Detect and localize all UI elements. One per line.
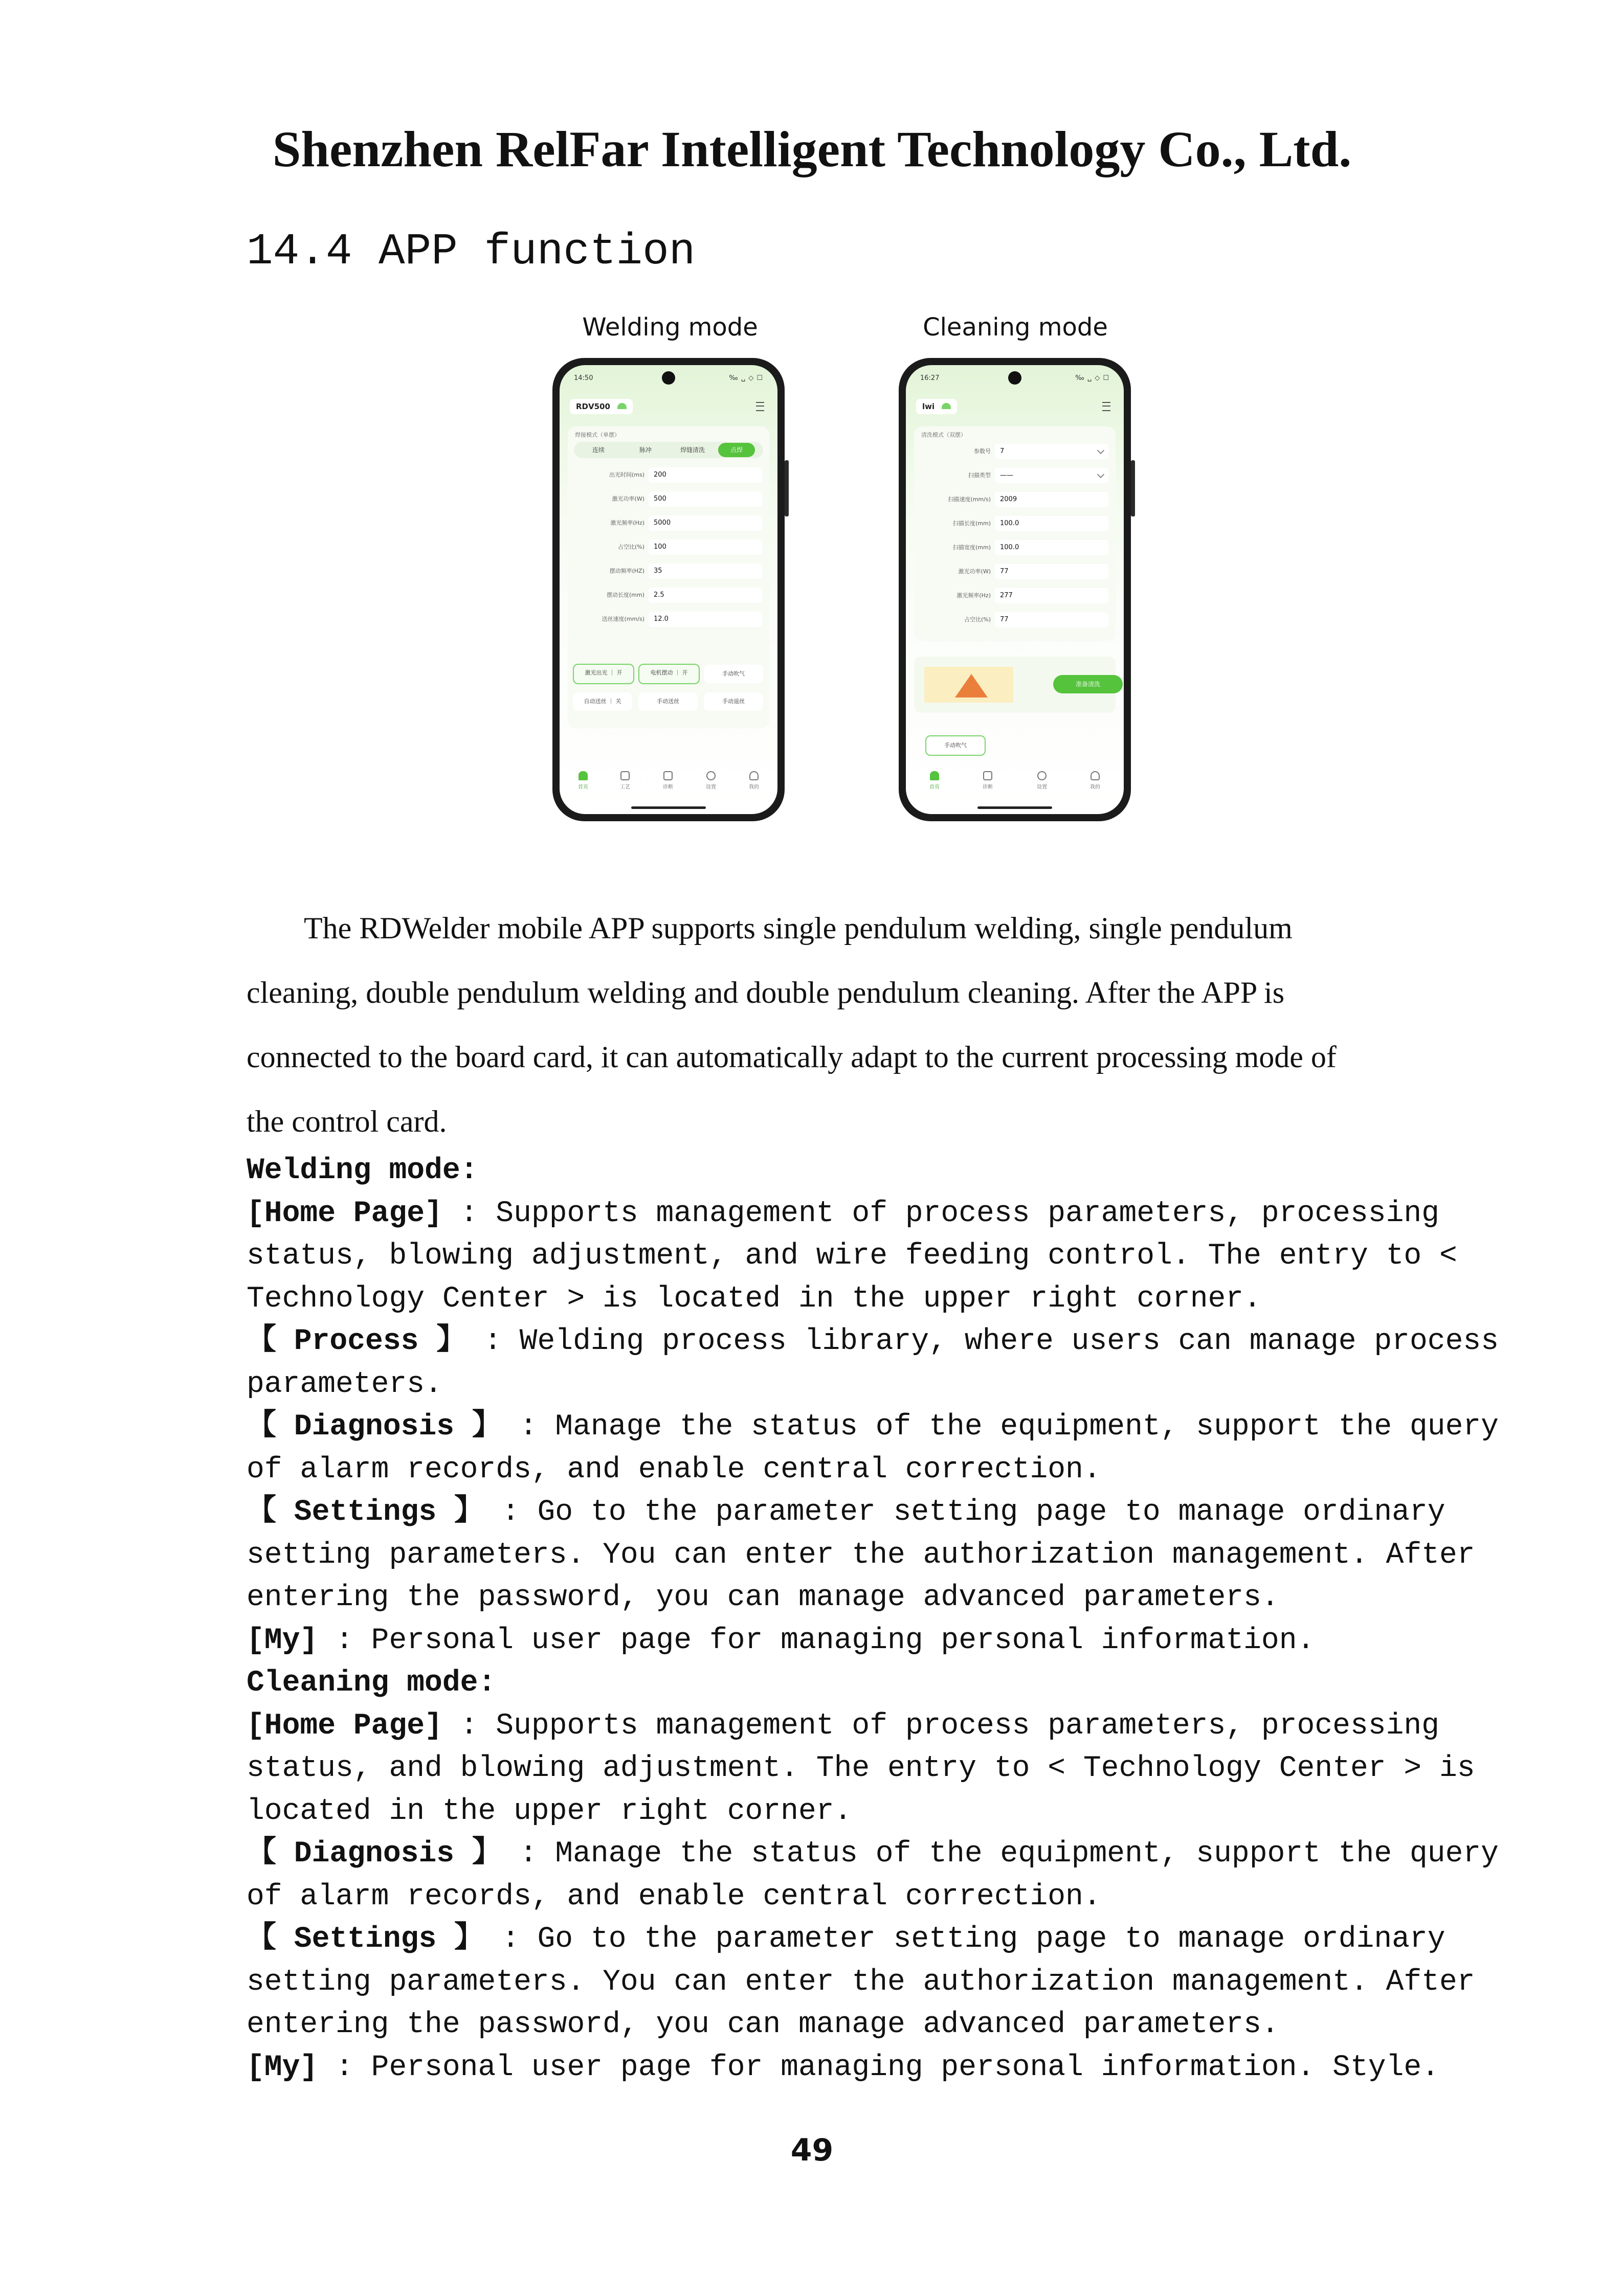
param-value: 12.0: [654, 615, 669, 623]
device-selector[interactable]: [916, 399, 957, 414]
param-row: [568, 489, 769, 509]
process-icon: [620, 771, 630, 780]
text-line: [247, 1619, 1377, 1662]
param-label: 占空比(%): [617, 544, 644, 550]
phone-side-button: [1131, 460, 1135, 516]
tab-label: 设置: [706, 784, 716, 790]
param-select[interactable]: [995, 468, 1108, 483]
param-input[interactable]: [649, 491, 762, 507]
welding-screen: [560, 365, 777, 814]
param-label: 激光功率(W): [958, 568, 991, 575]
diagnosis-icon: [663, 771, 673, 780]
line-text: : Manage the status of the equipment, support the query: [501, 1837, 1499, 1871]
menu-icon[interactable]: [756, 402, 764, 411]
bottom-tab-bar: [906, 771, 1124, 799]
intro-text: The RDWelder mobile APP supports single pendulum welding, single pendulum cleaning, double pendulum welding and double pendulum cleaning. After the APP is connected to the board card, it can automatically adapt to the current processing mode of the control card.: [247, 911, 1337, 1138]
function-list: [247, 1150, 1499, 2089]
line-text: setting parameters. You can enter the authorization management. After: [247, 1965, 1475, 1999]
line-heading: 【 Process 】: [247, 1325, 466, 1358]
param-value: 100.0: [1000, 520, 1019, 527]
home-indicator: [631, 806, 706, 809]
cleaning-phone-mockup: [899, 358, 1131, 821]
text-line: [247, 2046, 1439, 2089]
tab-label: 我的: [749, 784, 759, 790]
param-input[interactable]: [995, 564, 1108, 579]
tab-label: 首页: [578, 784, 588, 790]
tab-spot-weld[interactable]: 点焊: [718, 443, 755, 457]
tab-diagnosis[interactable]: [972, 771, 1003, 790]
cleaning-control-panel: [914, 657, 1116, 713]
wifi-icon: [617, 403, 627, 409]
text-line: [247, 1449, 1377, 1492]
param-input[interactable]: [995, 540, 1108, 555]
tab-diagnosis[interactable]: [653, 771, 683, 790]
param-value: 100.0: [1000, 544, 1019, 551]
line-text: Technology Center > is located in the upper right corner.: [247, 1282, 1261, 1316]
param-value: 200: [654, 471, 666, 479]
home-icon: [579, 771, 588, 780]
text-line: [247, 1534, 1475, 1577]
status-icons: ‰ ␣ ◇ ☐: [1075, 374, 1109, 382]
text-line: [247, 1491, 1445, 1534]
line-heading: 【 Diagnosis 】: [247, 1837, 502, 1871]
param-value: ——: [1000, 471, 1013, 479]
tab-label: 我的: [1090, 784, 1100, 790]
param-input[interactable]: [995, 516, 1108, 531]
param-input[interactable]: [995, 588, 1108, 603]
device-name: RDV500: [576, 402, 610, 411]
line-heading: Cleaning mode:: [247, 1667, 496, 1700]
param-label: 扫描速度(mm/s): [948, 496, 991, 503]
home-indicator: [977, 806, 1052, 809]
line-text: parameters.: [247, 1367, 442, 1401]
text-line: [247, 1150, 1377, 1192]
param-input[interactable]: [995, 612, 1108, 627]
tab-label: 设置: [1037, 784, 1047, 790]
param-row: [568, 465, 769, 485]
bottom-tab-bar: [560, 771, 777, 799]
line-text: : Personal user page for managing personal information.: [318, 1624, 1315, 1657]
laser-warning-panel: [924, 667, 1013, 703]
text-line: [247, 1406, 1499, 1449]
param-value: 100: [654, 543, 666, 551]
text-line: [247, 1577, 1377, 1619]
manual-feed-button[interactable]: 手动送丝: [638, 692, 698, 711]
line-text: : Supports management of process parameters, processing: [442, 1197, 1439, 1230]
section-title: 14.4 APP function: [247, 227, 696, 277]
gear-icon: [706, 771, 716, 780]
line-text: entering the password, you can manage advanced parameters.: [247, 2008, 1279, 2041]
param-label: 送丝速度(mm/s): [602, 616, 644, 622]
param-label: 激光功率(W): [612, 496, 644, 502]
tab-label: 工艺: [620, 784, 630, 790]
cleaning-params-card: [914, 426, 1116, 641]
device-selector[interactable]: [570, 399, 633, 414]
param-label: 激光频率(Hz): [956, 592, 991, 599]
tab-pulse[interactable]: 脉冲: [639, 446, 652, 454]
param-row: [568, 610, 769, 629]
text-line: [247, 1790, 1377, 1833]
text-line: [247, 1833, 1499, 1876]
tab-my[interactable]: [1080, 771, 1110, 790]
param-value: 5000: [654, 519, 671, 527]
param-select-row: [914, 466, 1116, 485]
status-time: 14:50: [574, 374, 593, 382]
mode-label: 清洗模式（双摆）: [921, 432, 966, 438]
param-label: 摆动频率(HZ): [609, 568, 644, 574]
tab-home[interactable]: [919, 771, 950, 790]
line-text: : Manage the status of the equipment, support the query: [501, 1410, 1499, 1444]
text-line: [247, 1918, 1445, 1961]
line-text: of alarm records, and enable central correction.: [247, 1880, 1101, 1914]
diagnosis-icon: [983, 771, 992, 780]
tab-seam-clean[interactable]: 焊缝清洗: [680, 446, 705, 454]
line-heading: [My]: [247, 1624, 318, 1657]
home-icon: [930, 771, 939, 780]
param-select-row: [914, 442, 1116, 461]
prepare-clean-button[interactable]: 准备清洗: [1053, 675, 1123, 693]
param-value: 7: [1000, 447, 1005, 455]
text-line: [247, 1235, 1457, 1278]
user-icon: [749, 771, 759, 780]
motor-swing-switch[interactable]: 电机摆动 ｜ 开: [638, 664, 700, 684]
menu-icon[interactable]: [1102, 402, 1110, 411]
welding-params-card: [568, 426, 769, 728]
status-time: 16:27: [920, 374, 940, 382]
laser-emit-switch[interactable]: 激光出光 ｜ 开: [573, 664, 634, 684]
text-line: [247, 1662, 1377, 1705]
param-input[interactable]: [649, 564, 762, 579]
param-row: [568, 561, 769, 581]
user-icon: [1091, 771, 1100, 780]
auto-feed-switch[interactable]: 自动送丝 ｜ 关: [573, 692, 632, 711]
tab-continuous[interactable]: 连续: [592, 446, 605, 454]
line-text: : Go to the parameter setting page to manage ordinary: [484, 1923, 1445, 1956]
text-line: [247, 1705, 1439, 1748]
page-number: 49: [790, 2132, 834, 2168]
gear-icon: [1037, 771, 1047, 780]
param-row: [914, 586, 1116, 605]
line-heading: [My]: [247, 2051, 318, 2084]
text-line: [247, 1961, 1475, 2004]
tab-home[interactable]: [568, 771, 598, 790]
warning-triangle-icon: [955, 674, 988, 697]
param-label: 占空比(%): [964, 616, 991, 623]
tab-label: 诊断: [983, 784, 993, 790]
chevron-down-icon: [1097, 471, 1104, 478]
param-input[interactable]: [649, 515, 762, 531]
text-line: [247, 1747, 1475, 1790]
line-text: of alarm records, and enable central correction.: [247, 1453, 1101, 1487]
line-text: located in the upper right corner.: [247, 1794, 852, 1828]
line-text: : Welding process library, where users can manage process: [466, 1325, 1499, 1358]
line-heading: 【 Settings 】: [247, 1496, 484, 1529]
device-name: lwi: [922, 402, 935, 411]
tab-label: 诊断: [663, 784, 673, 790]
param-value: 35: [654, 567, 662, 575]
phone-side-button: [785, 460, 789, 516]
tab-my[interactable]: [739, 771, 769, 790]
text-line: [247, 1876, 1377, 1919]
line-heading: Welding mode:: [247, 1154, 478, 1187]
param-row: [914, 610, 1116, 629]
param-value: 277: [1000, 592, 1013, 599]
param-label: 扫描类型: [968, 472, 991, 479]
welding-phone-mockup: [552, 358, 785, 821]
param-row: [914, 490, 1116, 509]
mode-label: 焊接模式（单摆）: [575, 432, 620, 438]
company-header: Shenzhen RelFar Intelligent Technology Co., Ltd.: [272, 121, 1352, 177]
line-text: setting parameters. You can enter the authorization management. After: [247, 1538, 1475, 1572]
tab-label: 首页: [929, 784, 940, 790]
text-line: [247, 1363, 1377, 1406]
param-value: 77: [1000, 616, 1009, 623]
param-label: 摆动长度(mm): [606, 592, 644, 598]
tab-settings[interactable]: [1027, 771, 1057, 790]
param-input[interactable]: [649, 539, 762, 555]
welding-tabs: [574, 442, 763, 458]
chevron-down-icon: [1097, 447, 1104, 454]
camera-icon: [662, 371, 675, 385]
param-row: [914, 562, 1116, 581]
intro-paragraph: [247, 896, 1377, 1154]
text-line: [247, 1320, 1499, 1363]
camera-icon: [1008, 371, 1021, 385]
wifi-icon: [942, 403, 951, 409]
param-value: 500: [654, 495, 666, 503]
manual-retract-button[interactable]: 手动退丝: [704, 692, 763, 711]
text-line: [247, 2004, 1377, 2046]
manual-blow-button[interactable]: 手动吹气: [925, 735, 986, 756]
param-label: 激光频率(Hz): [610, 520, 644, 526]
line-text: : Go to the parameter setting page to manage ordinary: [484, 1496, 1445, 1529]
param-label: 参数号: [974, 448, 991, 455]
param-label: 扫描宽度(mm): [952, 544, 991, 551]
param-select[interactable]: [995, 444, 1108, 459]
param-input[interactable]: [649, 612, 762, 627]
status-icons: ‰ ␣ ◇ ☐: [729, 374, 763, 382]
param-row: [568, 537, 769, 557]
cleaning-screen: [906, 365, 1124, 814]
param-label: 扫描长度(mm): [952, 520, 991, 527]
param-value: 77: [1000, 568, 1009, 575]
param-input[interactable]: [995, 492, 1108, 507]
line-text: status, blowing adjustment, and wire feeding control. The entry to <: [247, 1240, 1457, 1273]
param-input[interactable]: [649, 588, 762, 603]
cleaning-mode-caption: Cleaning mode: [923, 313, 1108, 342]
line-text: entering the password, you can manage advanced parameters.: [247, 1581, 1279, 1614]
line-text: : Supports management of process parameters, processing: [442, 1709, 1439, 1743]
tab-process[interactable]: [610, 771, 640, 790]
param-row: [914, 538, 1116, 557]
param-input[interactable]: [649, 467, 762, 483]
param-row: [914, 514, 1116, 533]
tab-settings[interactable]: [696, 771, 726, 790]
line-heading: 【 Diagnosis 】: [247, 1410, 502, 1444]
manual-blow-button[interactable]: 手动吹气: [704, 665, 763, 683]
param-row: [568, 513, 769, 533]
line-text: status, and blowing adjustment. The entry to < Technology Center > is: [247, 1752, 1475, 1785]
welding-mode-caption: Welding mode: [582, 313, 758, 342]
line-heading: [Home Page]: [247, 1709, 442, 1743]
param-row: [568, 586, 769, 605]
line-heading: 【 Settings 】: [247, 1923, 484, 1956]
param-value: 2009: [1000, 496, 1017, 503]
param-label: 出光时间(ms): [609, 471, 644, 478]
text-line: [247, 1192, 1439, 1235]
param-value: 2.5: [654, 591, 664, 599]
line-text: : Personal user page for managing personal information. Style.: [318, 2051, 1439, 2084]
text-line: [247, 1278, 1377, 1321]
line-heading: [Home Page]: [247, 1197, 442, 1230]
